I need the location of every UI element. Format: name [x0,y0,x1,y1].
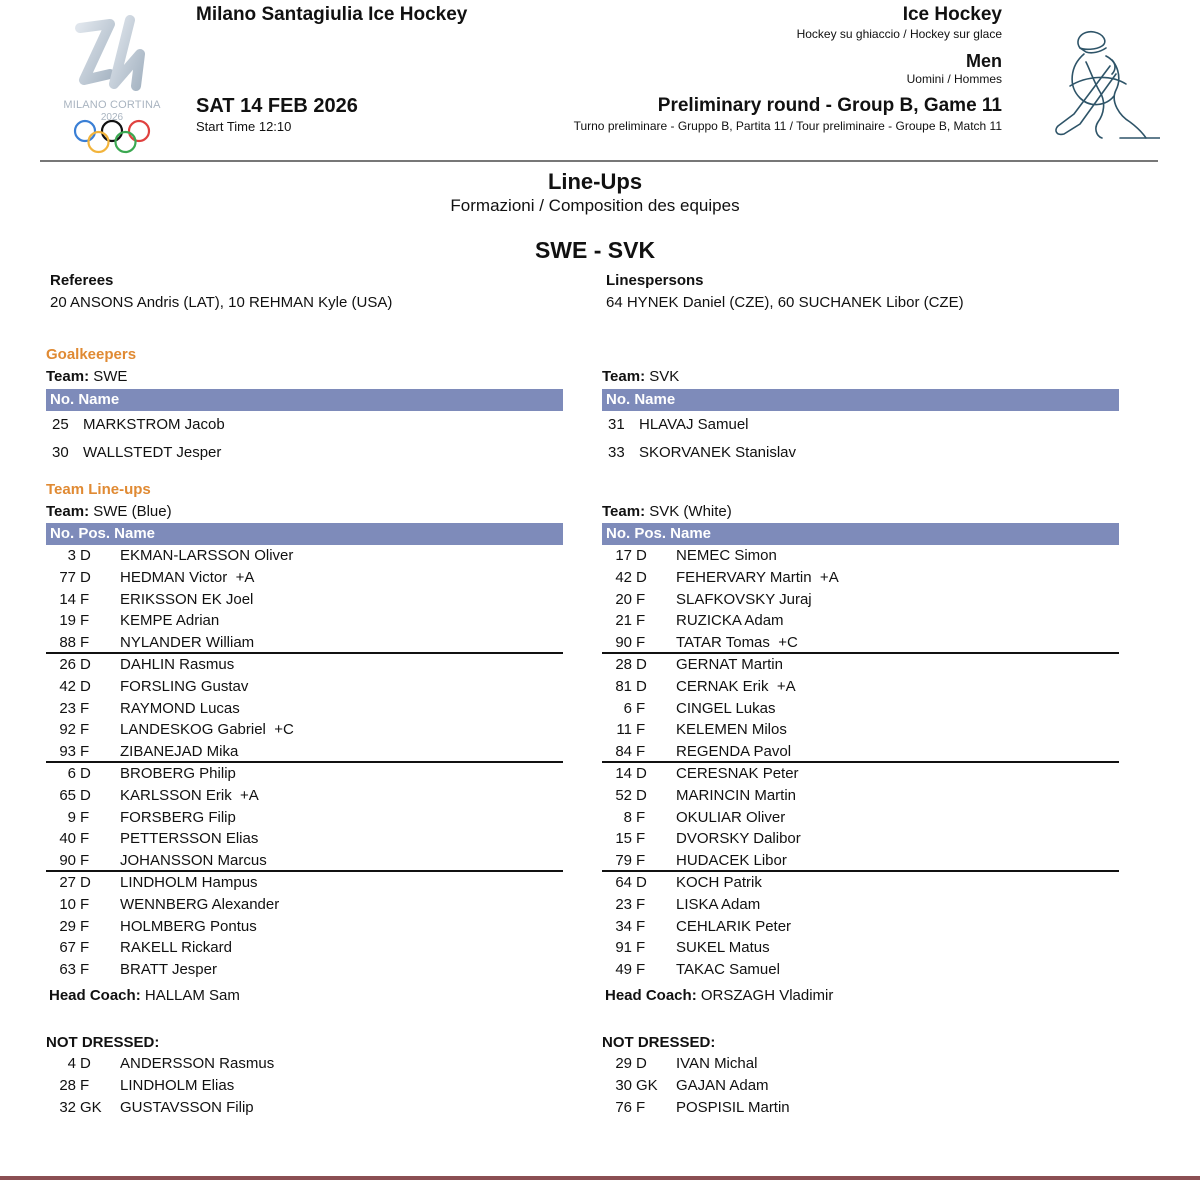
team-prefix: Team: [46,368,90,385]
team-name: SVK [649,368,680,385]
player-row [602,741,1119,763]
player-name: IVAN Michal [676,1054,758,1072]
player-row [46,807,563,829]
player-row [46,872,563,894]
player-number: 21 [615,612,632,630]
player-row [602,916,1119,938]
player-position: F [636,830,646,848]
player-number: 25 [52,416,69,433]
player-position: D [80,786,91,804]
player-name: NEMEC Simon [676,547,777,564]
player-name: REGENDA Pavol [676,743,792,761]
venue-name: Milano Santagiulia Ice Hockey [196,4,468,25]
player-position: D [636,1054,647,1072]
not-dressed-row [602,1075,1119,1097]
player-row [46,632,563,654]
player-name: CERNAK Erik +A [676,677,796,695]
head-coach-swe [46,987,563,1004]
team-prefix: Team: [602,368,646,385]
head-coach-svk [602,987,1119,1004]
player-row [602,589,1119,611]
player-number: 26 [59,655,76,673]
player-row [46,719,563,741]
player-number: 91 [615,939,632,957]
player-number: 14 [615,764,632,782]
player-position: GK [80,1098,102,1116]
player-name: LINDHOLM Elias [120,1076,235,1094]
player-name: TATAR Tomas +C [676,634,798,652]
not-dressed-label: NOT DRESSED: [602,1033,716,1051]
player-number: 28 [615,655,632,673]
player-number: 23 [59,699,76,717]
player-position: D [80,677,91,695]
player-name: JOHANSSON Marcus [120,852,267,870]
player-name: KARLSSON Erik +A [120,786,259,804]
player-position: F [80,939,90,957]
player-name: LISKA Adam [676,895,761,913]
goalkeeper-row [602,439,1119,467]
emblem-26-icon [70,14,154,96]
player-name: HUDACEK Libor [676,852,787,870]
player-number: 42 [615,568,632,586]
player-name: KOCH Patrik [676,873,762,891]
player-name: MARINCIN Martin [676,786,797,804]
player-number: 10 [59,895,76,913]
player-position: F [80,961,90,979]
player-number: 3 [67,547,76,564]
goalkeeper-row [46,411,563,439]
gender-subtitle: Uomini / Hommes [906,72,1002,86]
player-position: D [80,873,91,891]
player-name: LANDESKOG Gabriel +C [120,721,294,739]
player-name: RUZICKA Adam [676,612,784,630]
player-number: 17 [615,547,632,564]
player-position: D [636,547,647,564]
player-position: GK [636,1076,658,1094]
player-position: F [80,1076,90,1094]
goalkeepers-swe [46,368,563,467]
sport-title: Ice Hockey [902,4,1002,25]
player-position: F [636,1098,646,1116]
player-row [46,676,563,698]
page-title: Line-Ups [547,169,643,194]
player-name: POSPISIL Martin [676,1098,790,1116]
olympic-rings-icon [72,118,154,158]
sport-subtitle: Hockey su ghiaccio / Hockey sur glace [796,27,1002,41]
player-position: F [80,721,90,739]
player-row [46,850,563,872]
player-position: F [80,895,90,913]
player-position: F [636,699,646,717]
player-name: TAKAC Samuel [676,961,780,979]
player-row [46,894,563,916]
player-row [602,610,1119,632]
not-dressed-row [602,1097,1119,1119]
player-number: 40 [59,830,76,848]
player-number: 28 [59,1076,76,1094]
player-position: D [636,786,647,804]
player-row [602,807,1119,829]
player-number: 33 [608,444,625,461]
player-row [602,937,1119,959]
player-row [46,916,563,938]
player-row [602,545,1119,567]
linespersons-block [606,272,1123,311]
player-position: D [636,655,647,673]
player-number: 93 [59,743,76,761]
player-name: KEMPE Adrian [120,612,220,630]
player-list-svk [602,545,1119,981]
referees-label: Referees [50,272,114,289]
player-name: FORSLING Gustav [120,677,249,695]
player-position: F [80,612,90,630]
player-number: 6 [67,764,76,782]
player-row [46,959,563,981]
player-position: D [80,655,91,673]
coach-name: HALLAM Sam [144,986,240,1004]
player-number: 90 [615,634,632,652]
not-dressed-row [46,1075,563,1097]
lineup-team-label-swe [46,503,563,520]
linespersons-label: Linespersons [606,272,704,289]
document-header [0,0,1200,162]
player-position: F [636,852,646,870]
player-number: 14 [59,590,76,608]
player-name: FEHERVARY Martin +A [676,568,839,586]
goalkeeper-row [602,411,1119,439]
player-name: HOLMBERG Pontus [120,917,257,935]
player-position: F [80,634,90,652]
player-name: GAJAN Adam [676,1076,769,1094]
player-row [46,698,563,720]
not-dressed-row [46,1097,563,1119]
player-position: F [636,939,646,957]
player-number: 4 [67,1054,76,1072]
player-number: 31 [608,416,625,433]
player-position: D [636,873,647,891]
player-name: FORSBERG Filip [120,808,236,826]
player-position: D [80,547,91,564]
player-name: ERIKSSON EK Joel [120,590,254,608]
player-position: D [636,568,647,586]
player-row [46,741,563,763]
player-position: D [636,677,647,695]
player-position: F [636,721,646,739]
player-row [46,589,563,611]
player-number: 64 [615,873,632,891]
player-number: 30 [615,1076,632,1094]
start-time: Start Time 12:10 [196,119,292,134]
gk-list-svk [602,411,1119,467]
player-name: OKULIAR Oliver [676,808,786,826]
team-prefix: Team: [602,503,646,520]
ice-hockey-pictogram-icon [1050,26,1160,142]
player-number: 15 [615,830,632,848]
player-number: 34 [615,917,632,935]
player-name: ZIBANEJAD Mika [120,743,239,761]
player-position: D [80,764,91,782]
logo-text: MILANO CORTINA [63,99,161,111]
player-row [46,937,563,959]
gender-title: Men [966,51,1002,71]
linespersons-list: 64 HYNEK Daniel (CZE), 60 SUCHANEK Libor (CZE) [606,294,964,311]
player-row [602,676,1119,698]
player-name: CERESNAK Peter [676,764,799,782]
player-number: 11 [616,721,632,739]
player-number: 67 [59,939,76,957]
player-position: F [636,917,646,935]
player-name: KELEMEN Milos [676,721,787,739]
player-number: 42 [59,677,76,695]
player-name: DAHLIN Rasmus [120,655,235,673]
coach-label: Head Coach: [605,986,697,1004]
lineup-table-header: No. Pos. Name [46,523,563,545]
player-name: BROBERG Philip [120,764,236,782]
player-name: GERNAT Martin [676,655,783,673]
footer-bar [0,1176,1200,1180]
lineups-heading: Team Line-ups [46,481,151,498]
gk-team-label-swe [46,368,563,385]
gk-list-swe [46,411,563,467]
player-name: HEDMAN Victor +A [120,568,255,586]
player-position: D [80,568,91,586]
player-number: 32 [59,1098,76,1116]
player-position: D [636,764,647,782]
player-name: CEHLARIK Peter [676,917,792,935]
player-name: CINGEL Lukas [676,699,776,717]
player-row [602,632,1119,654]
player-number: 8 [623,808,632,826]
goalkeeper-row [46,439,563,467]
player-row [602,828,1119,850]
player-number: 20 [615,590,632,608]
player-row [602,959,1119,981]
header-divider [40,160,1158,162]
player-position: F [80,917,90,935]
not-dressed-list-swe [46,1053,563,1118]
goalkeepers-heading: Goalkeepers [46,346,137,363]
player-row [602,719,1119,741]
player-number: 90 [59,852,76,870]
player-row [602,567,1119,589]
player-name: DVORSKY Dalibor [676,830,801,848]
goalkeepers-svk [602,368,1119,467]
team-name: SWE (Blue) [93,503,172,520]
player-position: F [636,612,646,630]
player-name: PETTERSSON Elias [120,830,259,848]
player-position: F [636,808,646,826]
player-position: F [80,743,90,761]
lineup-swe [46,503,563,1118]
not-dressed-row [46,1053,563,1075]
gk-team-label-svk [602,368,1119,385]
player-number: 76 [615,1098,632,1116]
page-subtitle: Formazioni / Composition des equipes [450,196,740,215]
player-name: SLAFKOVSKY Juraj [676,590,812,608]
lineups-section-title [46,481,563,498]
player-number: 84 [615,743,632,761]
player-number: 81 [615,677,632,695]
player-position: F [80,699,90,717]
not-dressed-row [602,1053,1119,1075]
player-name: SUKEL Matus [676,939,770,957]
player-row [602,850,1119,872]
game-date: SAT 14 FEB 2026 [196,95,358,117]
player-row [46,545,563,567]
player-number: 29 [615,1054,632,1072]
player-number: 9 [67,808,76,826]
player-position: F [636,743,646,761]
player-name: SKORVANEK Stanislav [639,444,797,461]
player-position: F [636,634,646,652]
player-position: F [80,590,90,608]
player-row [46,763,563,785]
player-position: F [636,590,646,608]
not-dressed-list-svk [602,1053,1119,1118]
player-number: 27 [59,873,76,891]
player-number: 49 [615,961,632,979]
player-name: BRATT Jesper [120,961,217,979]
player-name: RAYMOND Lucas [120,699,240,717]
coach-name: ORSZAGH Vladimir [700,986,834,1004]
player-position: F [636,895,646,913]
player-name: WENNBERG Alexander [120,895,280,913]
player-row [602,894,1119,916]
lineup-team-label-svk [602,503,1119,520]
lineup-svk [602,503,1119,1118]
referees-list: 20 ANSONS Andris (LAT), 10 REHMAN Kyle (USA) [50,294,393,311]
player-row [46,785,563,807]
player-name: WALLSTEDT Jesper [83,444,222,461]
team-name: SVK (White) [649,503,732,520]
milano-cortina-logo [44,12,180,158]
not-dressed-label: NOT DRESSED: [46,1033,160,1051]
player-position: D [80,1054,91,1072]
round-subtitle: Turno preliminare - Gruppo B, Partita 11 / Tour preliminaire - Groupe B, Match 11 [573,119,1002,133]
player-name: ANDERSSON Rasmus [120,1054,275,1072]
player-number: 6 [623,699,632,717]
logo-year: 2026 [100,112,124,123]
player-name: MARKSTROM Jacob [83,416,225,433]
player-row [46,610,563,632]
lineup-table-header: No. Pos. Name [602,523,1119,545]
player-name: RAKELL Rickard [120,939,232,957]
player-name: NYLANDER William [120,634,255,652]
player-name: HLAVAJ Samuel [639,416,749,433]
round-title: Preliminary round - Group B, Game 11 [657,95,1002,116]
player-row [602,872,1119,894]
gk-table-header: No. Name [602,389,1119,411]
player-position: F [80,830,90,848]
team-prefix: Team: [46,503,90,520]
player-position: F [80,852,90,870]
player-row [602,785,1119,807]
player-row [602,698,1119,720]
goalkeepers-section-title [46,346,563,363]
player-number: 63 [59,961,76,979]
player-number: 77 [59,568,76,586]
team-name: SWE [93,368,128,385]
player-row [46,828,563,850]
player-name: LINDHOLM Hampus [120,873,258,891]
player-row [602,763,1119,785]
player-number: 92 [59,721,76,739]
player-position: F [80,808,90,826]
player-number: 29 [59,917,76,935]
player-row [602,654,1119,676]
player-number: 88 [59,634,76,652]
player-row [46,654,563,676]
player-position: F [636,961,646,979]
player-number: 79 [615,852,632,870]
player-number: 52 [615,786,632,804]
gk-table-header: No. Name [46,389,563,411]
coach-label: Head Coach: [49,986,141,1004]
player-number: 30 [52,444,69,461]
matchup-title: SWE - SVK [534,237,656,263]
player-name: EKMAN-LARSSON Oliver [120,547,294,564]
player-row [46,567,563,589]
player-number: 23 [615,895,632,913]
player-number: 19 [59,612,76,630]
player-number: 65 [59,786,76,804]
player-name: GUSTAVSSON Filip [120,1098,254,1116]
player-list-swe [46,545,563,981]
referees-block [50,272,567,311]
